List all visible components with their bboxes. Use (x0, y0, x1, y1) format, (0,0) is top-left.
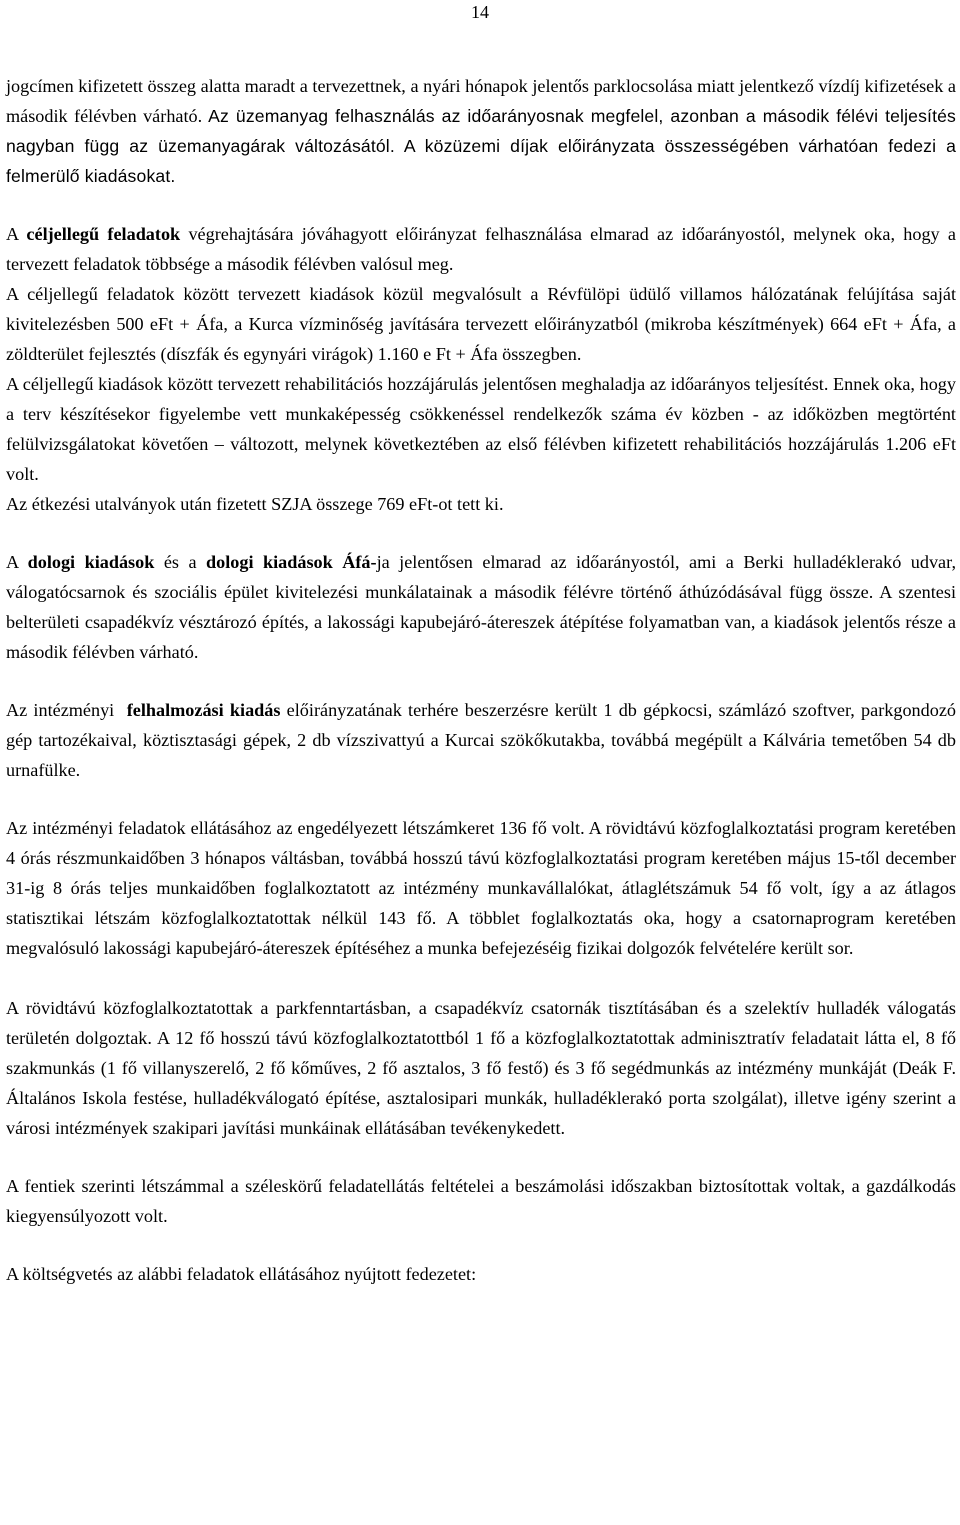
paragraph-text: Az üzemanyag felhasználás az időarányosnak megfelel, azonban a második félévi teljesítés nagyban függ az üzemanyagárak változásától. A közüzemi díjak előirányzata összességében várhatóan fedezi a felmerülő kiadásokat. (6, 106, 957, 186)
paragraph-public-workers: A rövidtávú közfoglalkoztatottak a parkfenntartásban, a csapadékvíz csatornák tisztításában és a szelektív hulladék válogatás területén dolgoztak. A 12 fő hosszú távú közfoglalkoztatottból 1 fő a közfoglalkoztatottak adminisztratív feladatait látta el, 8 fő szakmunkás (1 fő villanyszerelő, 2 fő kőműves, 2 fő asztalos, 3 fő festő) és 3 fő segédmunkás az intézmény munkáját (Deák F. Általános Iskola festése, hulladékválogató építése, asztalosipari munkák, hulladéklerakó porta szolgálat), illetve igény szerint a városi intézmények szakipari javítási munkáinak ellátásában tevékenykedett. (6, 998, 956, 1138)
paragraph-targeted-tasks (6, 219, 956, 279)
paragraph-text: előirányzatának terhére beszerzésre került 1 db gépkocsi, számlázó szoftver, parkgondozó gép tartozékaival, köztisztasági gépek, 2 db vízszivattyú a Kurcai szökőkutakba, továbbá megépült a Kálvária temetőben 54 db urnafülke. (6, 700, 956, 780)
paragraph-text: Az intézményi (6, 700, 127, 720)
paragraph-capital-expenses (6, 695, 956, 785)
bold-term: céljellegű feladatok (26, 224, 181, 244)
bold-term: dologi kiadások (27, 552, 155, 572)
paragraph-text: és a (154, 552, 206, 572)
paragraph-text: ja jelentősen elmarad az időarányostól, ami a Berki hulladéklerakó udvar, válogatócsarnok és szociális épület kivitelezési munkálatainak a második félévre történő áthúzódásával függ össze. A szentesi belterületi csapadékvíz vésztározó építés, a lakossági kapubejáró-átereszek átépítése folyamatban van, a kiadások jelentős része a második félévben várható. (6, 552, 956, 662)
paragraph-text: jogcímen kifizetett összeg alatta maradt a tervezettnek, a nyári hónapok jelentős parklocsolása miatt jelentkező vízdíj kifizetések a második félévben várható. (6, 76, 956, 126)
paragraph-rehabilitation: A céljellegű kiadások között tervezett rehabilitációs hozzájárulás jelentősen meghaladja az időarányos teljesítést. Ennek oka, hogy a terv készítésekor figyelembe vett munkaképesség csökkenéssel rendelkezők száma év közben - az időközben megtörtént felülvizsgálatokat követően – változott, melynek következtében az első félévben kifizetett rehabilitációs hozzájárulás 1.206 eFt volt. (6, 374, 956, 484)
paragraph-targeted-expenses: A céljellegű feladatok között tervezett kiadások közül megvalósult a Révfülöpi üdülő villamos hálózatának felújítása saját kivitelezésben 500 eFt + Áfa, a Kurca vízminőség javítására tervezett előirányzatból (mikroba készítmények) 664 eFt + Áfa, a zöldterület fejlesztés (díszfák és egynyári virágok) 1.160 e Ft + Áfa összegben. (6, 284, 956, 364)
paragraph-text: A (6, 224, 27, 244)
paragraph-text: A (6, 552, 28, 572)
paragraph-material-expenses (6, 547, 956, 667)
paragraph-summary: A fentiek szerinti létszámmal a széleskörű feladatellátás feltételei a beszámolási időszakban biztosítottak voltak, a gazdálkodás kiegyensúlyozott volt. (6, 1176, 956, 1226)
document-body (6, 71, 956, 1289)
paragraph-text: végrehajtására jóváhagyott előirányzat felhasználása elmarad az időarányostól, melynek oka, hogy a tervezett feladatok többsége a második félévben valósul meg. (6, 224, 957, 274)
paragraph-meal-vouchers: Az étkezési utalványok után fizetett SZJA összege 769 eFt-ot tett ki. (6, 494, 504, 514)
paragraph-budget-intro: A költségvetés az alábbi feladatok ellátásához nyújtott fedezetet: (6, 1264, 477, 1284)
paragraph-headcount: Az intézményi feladatok ellátásához az engedélyezett létszámkeret 136 fő volt. A rövidtávú közfoglalkoztatási program keretében 4 órás részmunkaidőben 3 hónapos váltásban, továbbá hosszú távú közfoglalkoztatási program keretében május 15-től december 31-ig 8 órás teljes munkaidőben foglalkoztatott az intézmény munkavállalókat, átlaglétszámuk 54 fő volt, így a az átlagos statisztikai létszám közfoglalkoztatottak nélkül 143 fő. A többlet foglalkoztatás oka, hogy a csatornaprogram keretében megvalósuló lakossági kapubejáró-átereszek építéséhez a munka befejezéséig fizikai dolgozók felvételére került sor. (6, 818, 956, 958)
page-number: 14 (471, 2, 489, 22)
bold-term: felhalmozási kiadás (126, 700, 281, 720)
paragraph-utility-costs (6, 71, 956, 191)
bold-term: dologi kiadások Áfá- (206, 552, 377, 572)
